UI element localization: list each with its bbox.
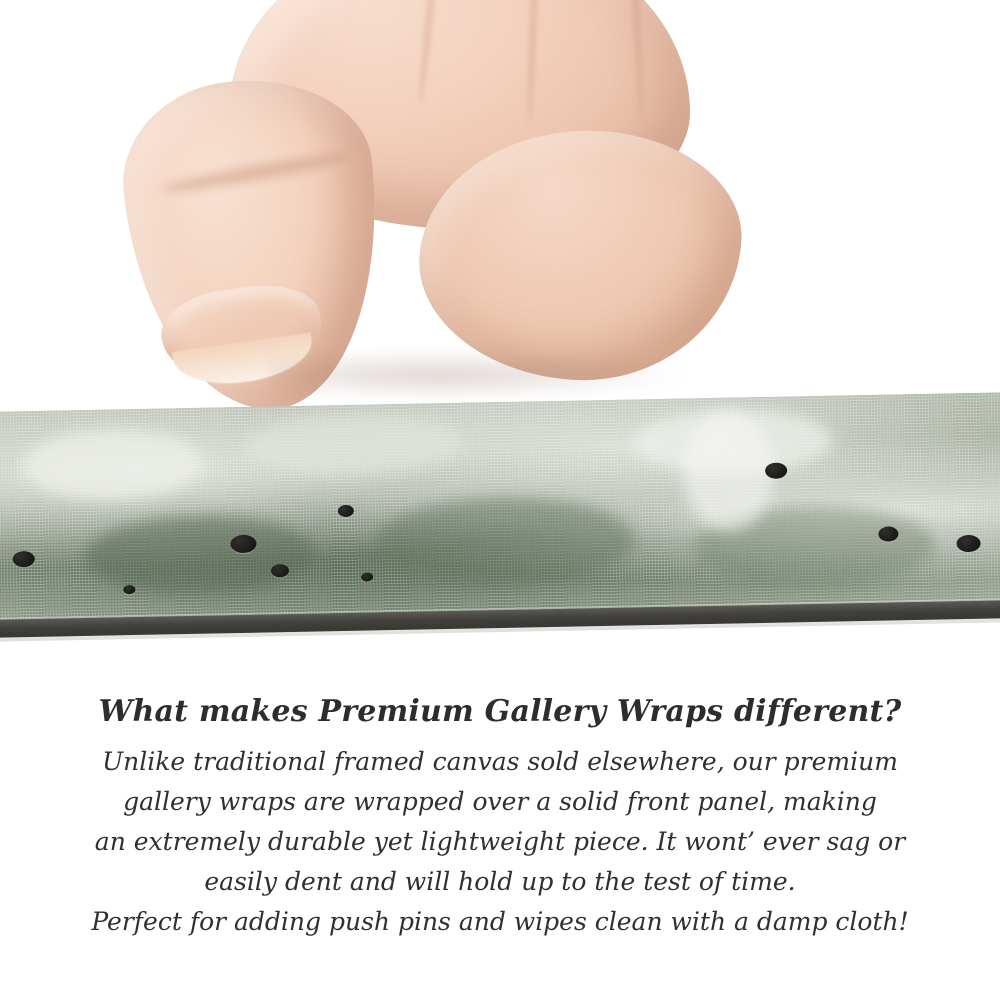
- caption-line: Unlike traditional framed canvas sold elsewhere, our premium: [102, 747, 898, 776]
- knuckle-seam: [629, 0, 645, 120]
- caption-block: [0, 690, 1000, 942]
- caption-line: gallery wraps are wrapped over a solid front panel, making: [123, 787, 877, 816]
- caption-line: easily dent and will hold up to the test of time.: [204, 867, 796, 896]
- hand-shadow: [270, 350, 690, 400]
- hand-photo: [120, 0, 680, 430]
- knuckle-seam: [417, 0, 441, 105]
- caption-line: an extremely durable yet lightweight piece. It wont’ ever sag or: [94, 827, 906, 856]
- knuckle-seam: [527, 0, 540, 125]
- caption-line: Perfect for adding push pins and wipes clean with a damp cloth!: [91, 907, 909, 936]
- gallery-wrap-canvas-slab: [0, 392, 1000, 641]
- caption-headline: What makes Premium Gallery Wraps different?: [98, 694, 902, 729]
